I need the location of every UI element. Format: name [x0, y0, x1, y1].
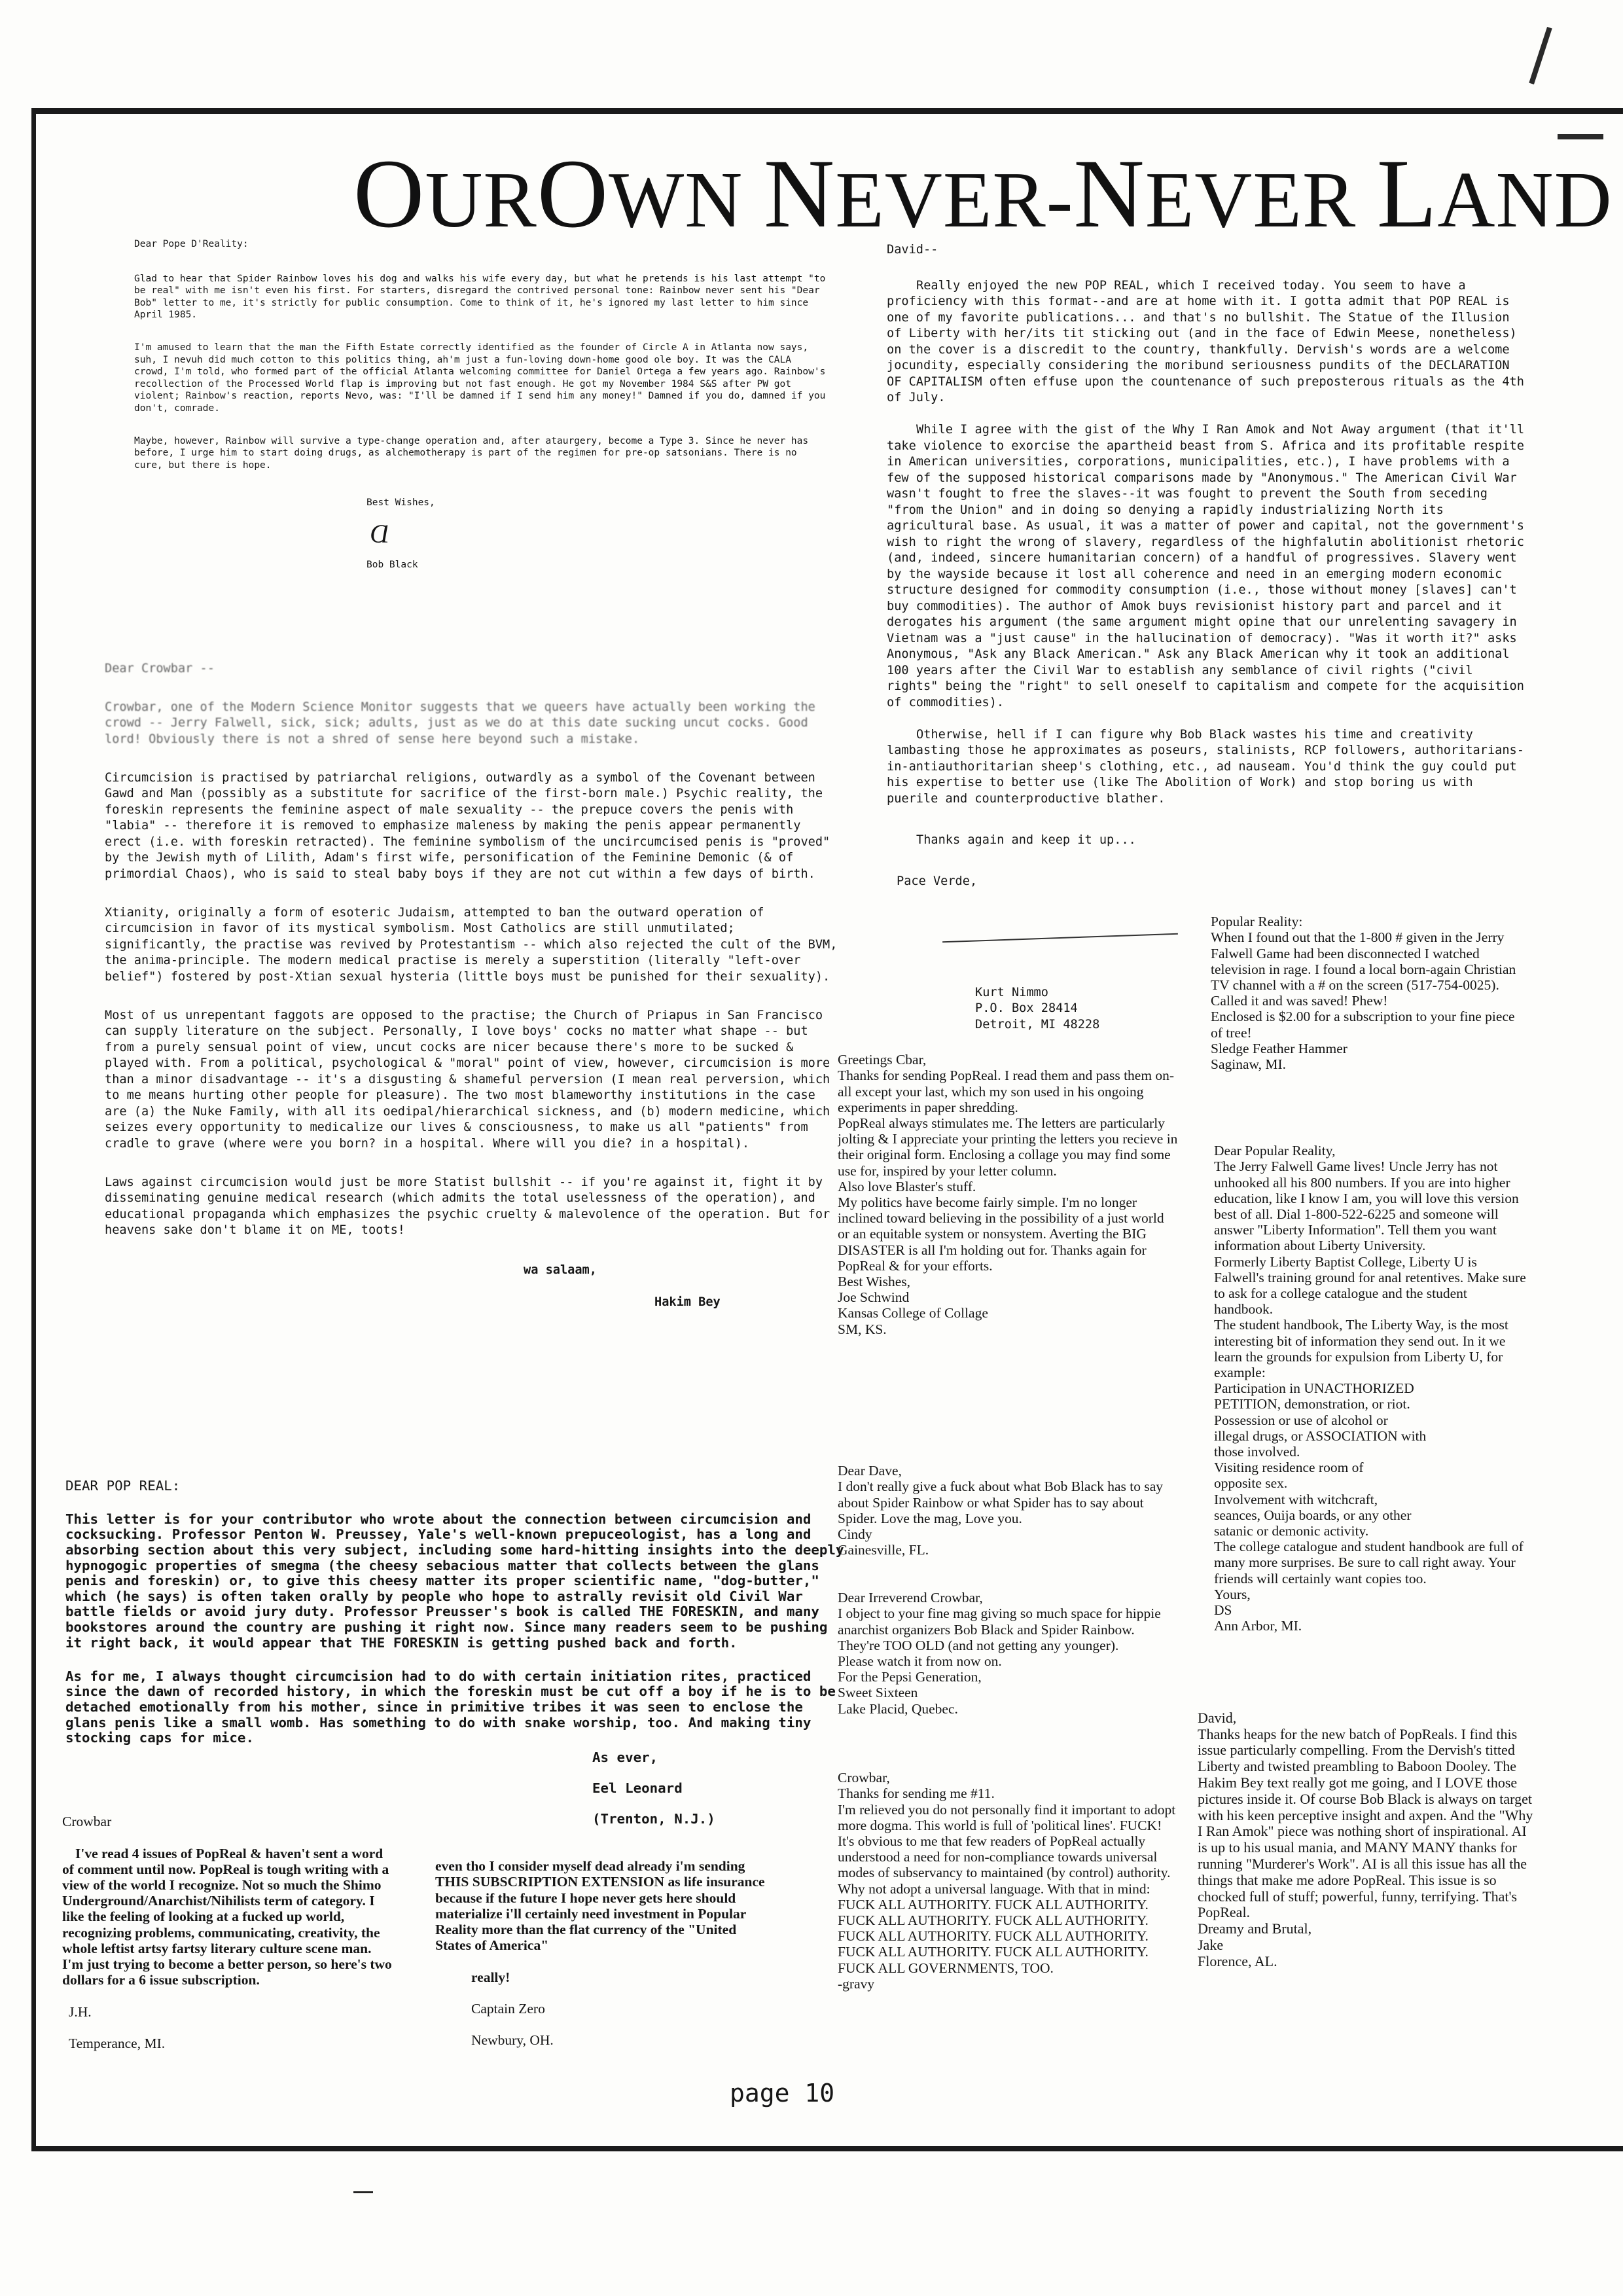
salutation: DEAR POP REAL:	[65, 1477, 181, 1494]
letter-sweet-sixteen	[838, 1574, 1178, 1732]
salutation: Crowbar	[62, 1814, 112, 1830]
salutation: Dear Pope D'Reality:	[134, 238, 249, 249]
signature-place: Temperance, MI.	[69, 2036, 166, 2052]
salutation: Dear Crowbar --	[105, 661, 215, 675]
letter-sledge-hammer	[1211, 898, 1522, 1088]
letter-body: Crowbar, Thanks for sending me #11. I'm relieved you do not personally find it important to adopt more dogma. This world is full of 'political lines'. FUCK! It's obvious to me that few readers of PopReal actually understood a need for non-compliance towards universal modes of subservancy to maintained (by control) authority. Why not adopt a universal language. With that in mind: FUCK ALL AUTHORITY. FUCK ALL AUTHORITY. FUCK ALL AUTHORITY. FUCK ALL AUTHORITY. FUCK ALL AUTHORITY. FUCK ALL AUTHORITY. FUCK ALL AUTHORITY. FUCK ALL AUTHORITY. FUCK ALL GOVERNMENTS, TOO. -gravy	[838, 1770, 1176, 1992]
paragraph: Really enjoyed the new POP REAL, which I received today. You seem to have a proficiency with this format--and are at home with it. I gotta admit that POP REAL is one of my favorite publications... and that's no bullshit. The Statue of the Illusion of Liberty with her/its tit sticking out (and in the face of Edwin Meese, nonetheless) on the cover is a discredit to the country, thankfully. Dervish's words are a welcome jocundity, especially considering the moribund seriousness pundits of the DECLARATION OF CAPITALISM often effuse upon the countenance of such preposterous rituals as the 4th of July.	[887, 278, 1524, 404]
letter-cindy	[838, 1447, 1178, 1574]
paragraph: Otherwise, hell if I can figure why Bob Black wastes his time and creativity lambasting those he approximates as poseurs, stalinists, RCP followers, authoritarians-in-antiauthoritarian sheep's clothing, etc., ad nauseam. You'd think the guy could put his expertise to better use (like The Abolition of Work) and stop boring us with puerile and counterproductive blather.	[887, 727, 1524, 806]
closing: Pace Verde,	[897, 874, 978, 888]
letter-body: Popular Reality: When I found out that the 1-800 # given in the Jerry Falwell Game had been disconnected I watched television in rage. I found a local born-again Christian TV channel with a # on the screen (517-754-0025). Called it and was saved! Phew! Enclosed is $2.00 for a subscription to your fine piece of tree! Sledge Feather Hammer Saginaw, MI.	[1211, 914, 1516, 1073]
paragraph: Laws against circumcision would just be more Statist bullshit -- if you're against it, fight it by disseminating genuine medical research (which admits the total uselessness of the operation), and educational propaganda which emphasizes the psychic cruelty & malevolence of the operation. But for heavens sake don't blame it on ME, toots!	[105, 1175, 830, 1237]
paragraph: While I agree with the gist of the Why I Ran Amok and Not Away argument (that it'll take violence to exorcise the apartheid beast from S. Africa and its profitable respite in American universities, corporations, municipalities, etc.), I have problems with a few of the supposed historical comparisons made by "Anonymous." The American Civil War wasn't fought to free the slaves--it was fought to prevent the South from seceding "from the Union" and in doing so denying a rapidly industrializing North its agricultural base. As usual, it was a matter of power and capital, not the government's wish to right the wrong of slavery, regardless of the highfalutin abolitionist rhetoric (and, indeed, sincere humanitarian concern) of a handful of progressives. Slavery went by the wayside because it lost all coherence and need in an emerging modern economic structure designed for commodity consumption (i.e., those without money [slaves] can't buy commodities). The author of Amok buys revisionist history part and parcel and it derogates his argument (the same argument might opine that our unrelenting savagery in Vietnam was a "just cause" in the hallucination of democracy). "Was it worth it?" asks Anonymous, "Ask any Black American." Ask any Black American why it took an additional 100 years after the Civil War to establish any semblance of civil rights ("civil rights" being the "right" to sell oneself to capitalism and compete for the acquisition of commodities).	[887, 423, 1525, 709]
letter-joe-schwind	[838, 1036, 1178, 1353]
page-number: page 10	[730, 2079, 835, 2108]
eel-signature	[592, 1734, 802, 1842]
paragraph: As for me, I always thought circumcision had to do with certain initiation rites, practiced since the dawn of recorded history, in which the foreskin must be cut off a boy if he is to be detached emotionally from his mother, since in primitive tribes it was seen to enclose the glans penis like a small womb. Has something to do with snake worship, too. And making tiny stocking caps for mice.	[65, 1668, 836, 1746]
paragraph: Circumcision is practised by patriarchal religions, outwardly as a symbol of the Covenant between Gawd and Man (possibly as a substitute for sacrifice of the first-born male.) Psychic reality, the foreskin represents the feminine aspect of male sexuality -- the prepuce covers the penis with "labia" -- therefore it is removed to emphasize maleness by making the penis appear permanently erect (i.e. with foreskin retracted). The feminine symbolism of the uncircumcised penis is "proved" by the Jewish myth of Lilith, Adam's first wife, personification of the Feminine Demonic (& of primordial Chaos), who is said to steal baby boys if they are not cut within a few days of birth.	[105, 770, 830, 881]
signature-name: Bob Black	[366, 560, 418, 570]
letter-bob-black	[134, 226, 828, 583]
paragraph: Maybe, however, Rainbow will survive a type-change operation and, after ataurgery, become a Type 3. Since he never has before, I urge him to start doing drugs, as alchemotherapy is part of the regimen for pre-op satsonians. There is no cure, but there is hope.	[134, 435, 809, 471]
paragraph: Glad to hear that Spider Rainbow loves his dog and walks his wife every day, but what he pretends is his last attempt "to be real" with me isn't even his first. For starters, disregard the contrived personal tone: Rainbow never sent his "Dear Bob" letter to me, it's strictly for public consumption. Come to think of it, he's ignored my last letter to him since April 1985.	[134, 273, 826, 320]
paragraph: Thanks again and keep it up...	[916, 833, 1136, 847]
letter-jake	[1198, 1694, 1535, 1986]
signature-mark: Ɑ	[370, 518, 389, 548]
paragraph-faded: Crowbar, one of the Modern Science Monitor suggests that we queers have actually been working the crowd -- Jerry Falwell, sick, sick; adults, just as we do at this date sucking uncut cocks. Good lord! Obviously there is not a shred of sense here beyond such a mistake.	[105, 700, 815, 746]
paragraph: I'm amused to learn that the man the Fifth Estate correctly identified as the founder of Circle A in Atlanta now says, suh, I nevuh did much cotton to this politics thing, ah'm just a fun-loving down-home good ole boy. It was the CALA crowd, I'm told, who formed part of the official Atlanta welcoming committee for Daniel Ortega a few years ago. Rainbow's recollection of the Processed World flap is improving but not fast enough. He got my November 1984 S&S after PW got violent; Rainbow's reaction, reports Nevo, was: "I'll be damned if I send him any money!" Damned if you do, damned if you don't, comrade.	[134, 342, 826, 414]
letter-hakim-bey	[105, 645, 844, 1327]
letter-body: Dear Dave, I don't really give a fuck about what Bob Black has to say about Spider Rainbow or what Spider has to say about Spider. Love the mag, Love you. Cindy Gainesville, FL.	[838, 1463, 1164, 1558]
signature-place: (Trenton, N.J.)	[592, 1810, 715, 1827]
paragraph: This letter is for your contributor who wrote about the connection between circumcision and cocksucking. Professor Penton W. Preussey, Yale's well-known prepuceologist, has a long and absorbing section about this very subject, including some hard-hitting insights into the deeply hypnogogic properties of smegma (the cheesy sebacious matter that collects between the glans penis and foreskin) or, to give this cheesy matter its proper scientific name, "dog-butter," which (he says) is often taken orally by people who hope to astrally revisit old Civil War battle fields or avoid jury duty. Professor Preusser's book is called THE FORESKIN, and many bookstores around the country are pushing it right now. Since many readers seem to be pushing it right back, it would appear that THE FORESKIN is getting pushed back and forth.	[65, 1511, 844, 1651]
letter-body: Greetings Cbar, Thanks for sending PopReal. I read them and pass them on- all except your last, which my son used in his ongoing experiments in paper shredding. PopReal always stimulates me. The letters are particularly jolting & I appreciate your printing the letters you recieve in their original form. Enclosing a collage you may find some use for, inspired by your letter column. Also love Blaster's stuff. My politics have become fairly simple. I'm no longer inclined toward believing in the possibility of a just world or an equitable system or nonsystem. Averting the BIG DISASTER is all I'm holding out for. Thanks again for PopReal & for your efforts. Best Wishes, Joe Schwind Kansas College of Collage SM, KS.	[838, 1052, 1178, 1337]
closing: As ever,	[592, 1749, 658, 1765]
paragraph: Most of us unrepentant faggots are opposed to the practise; the Church of Priapus in San Francisco can supply literature on the subject. Personally, I love boys' cocks no matter what shape -- but from a purely sensual point of view, uncut cocks are nicer because there's more to be sucked & played with. From a political, psychological & "moral" point of view, however, circumcision is more than a minor disadvantage -- it's a disgusting & shameful perversion (I mean real perversion, which to me means hurting other people for pleasure). The two most blameworthy institutions in the case are (a) the Nuke Family, with all its oedipal/hierarchical sickness, and (b) modern medicine, which seizes every opportunity to medicalize our lives & consciousness, to make us all "patients" from cradle to grave (where were you born? in a hospital. Where will you die? in a hospital).	[105, 1008, 830, 1151]
closing: wa salaam,	[524, 1263, 597, 1277]
letter-gravy	[838, 1754, 1181, 2007]
signature-name: Captain Zero	[471, 2001, 545, 2017]
closing: Best Wishes,	[366, 497, 435, 508]
closing: really!	[471, 1969, 510, 1985]
paragraph: I've read 4 issues of PopReal & haven't sent a word of comment until now. PopReal is tough writing with a view of the world I recognize. Not so much the Shimo Underground/Anarchist/Nihilists term of category. I like the feeling of looking at a fucked up world, recognizing problems, communicating, creativity, the whole leftist artsy fartsy literary culture scene man. I'm just trying to become a better person, so here's two dollars for a 6 issue subscription.	[62, 1845, 392, 1988]
letter-captain-zero	[435, 1842, 776, 2064]
page-edge-mark	[1529, 27, 1552, 84]
page-title: OUROWN NEVER-NEVER LAND	[353, 139, 1613, 248]
signature-place: Newbury, OH.	[471, 2032, 554, 2049]
letter-eel-leonard	[65, 1463, 844, 1761]
paragraph: Xtianity, originally a form of esoteric Judaism, attempted to ban the outward operation of circumcision in favor of its mystical symbolism. Most Catholics are still unmutilated; significantly, the practise was revived by Protestantism -- which also rejected the cult of the BVM, the anima-principle. The modern medical practise is merely a superstition (literally "left-over belief") fostered by post-Xtian sexual hysteria (little boys must be punished for their sexuality).	[105, 905, 838, 984]
signature-name: J.H.	[69, 2003, 92, 2020]
letter-body: Dear Irreverend Crowbar, I object to your fine mag giving so much space for hippie anarchist organizers Bob Black and Spider Rainbow. They're TOO OLD (and not getting any younger). Please watch it from now on. For the Pepsi Generation, Sweet Sixteen Lake Placid, Quebec.	[838, 1590, 1161, 1717]
letter-body: Dear Popular Reality, The Jerry Falwell Game lives! Uncle Jerry has not unhooked all his 800 numbers. If you are into higher education, like I know I am, you will love this version best of all. Dial 1-800-522-6225 and someone will answer "Liberty Information". Tell them you want information about Liberty University. Formerly Liberty Baptist College, Liberty U is Falwell's training ground for anal retentives. Make sure to ask for a college catalogue and the student handbook. The student handbook, The Liberty Way, is the most interesting bit of information they send out. In it we learn the grounds for expulsion from Liberty U, for example: Participation in UNACTHORIZED PETITION, demonstration, or riot. Possession or use of alcohol or illegal drugs, or ASSOCIATION with those involved. Visiting residence room of opposite sex. Involvement with witchcraft, seances, Ouija boards, or any other satanic or demonic activity. The college catalogue and student handbook are full of many more surprises. Be sure to call right away. Your friends will certainly want copies too. Yours, DS Ann Arbor, MI.	[1214, 1143, 1526, 1634]
letter-ds	[1214, 1127, 1528, 1650]
letter-body: David, Thanks heaps for the new batch of PopReals. I find this issue particularly compelling. From the Dervish's titted Liberty and twisted preambling to Baboon Dooley. The Hakim Bey text really got me going, and I LOVE those pictures inside it. Of course Bob Black is always on target with his keen perceptive insight and axpen. And the "Why I Ran Amok" piece was nothing short of inspirational. AI is up to his usual mania, and MANY MANY thanks for running "Murderer's Work". AI is all this issue has all the things that make me adore PopReal. This issue is so chocked full of stuff; powerful, funny, terrifying. That's PopReal. Dreamy and Brutal, Jake Florence, AL.	[1198, 1709, 1533, 1969]
scan-mark	[353, 2191, 373, 2193]
signature-name: Eel Leonard	[592, 1780, 683, 1796]
letter-jh	[62, 1798, 396, 2067]
signature-name: Hakim Bey	[654, 1295, 721, 1309]
paragraph: even tho I consider myself dead already i'm sending THIS SUBSCRIPTION EXTENSION as life insurance because if the future I hope never gets here should materialize i'll certainly need investment in Popular Reality more than the flat currency of the "United States of America"	[435, 1858, 765, 1954]
address: Kurt Nimmo P.O. Box 28414 Detroit, MI 48228	[975, 985, 1100, 1031]
salutation: David--	[887, 242, 938, 257]
letter-kurt-nimmo	[887, 226, 1528, 906]
